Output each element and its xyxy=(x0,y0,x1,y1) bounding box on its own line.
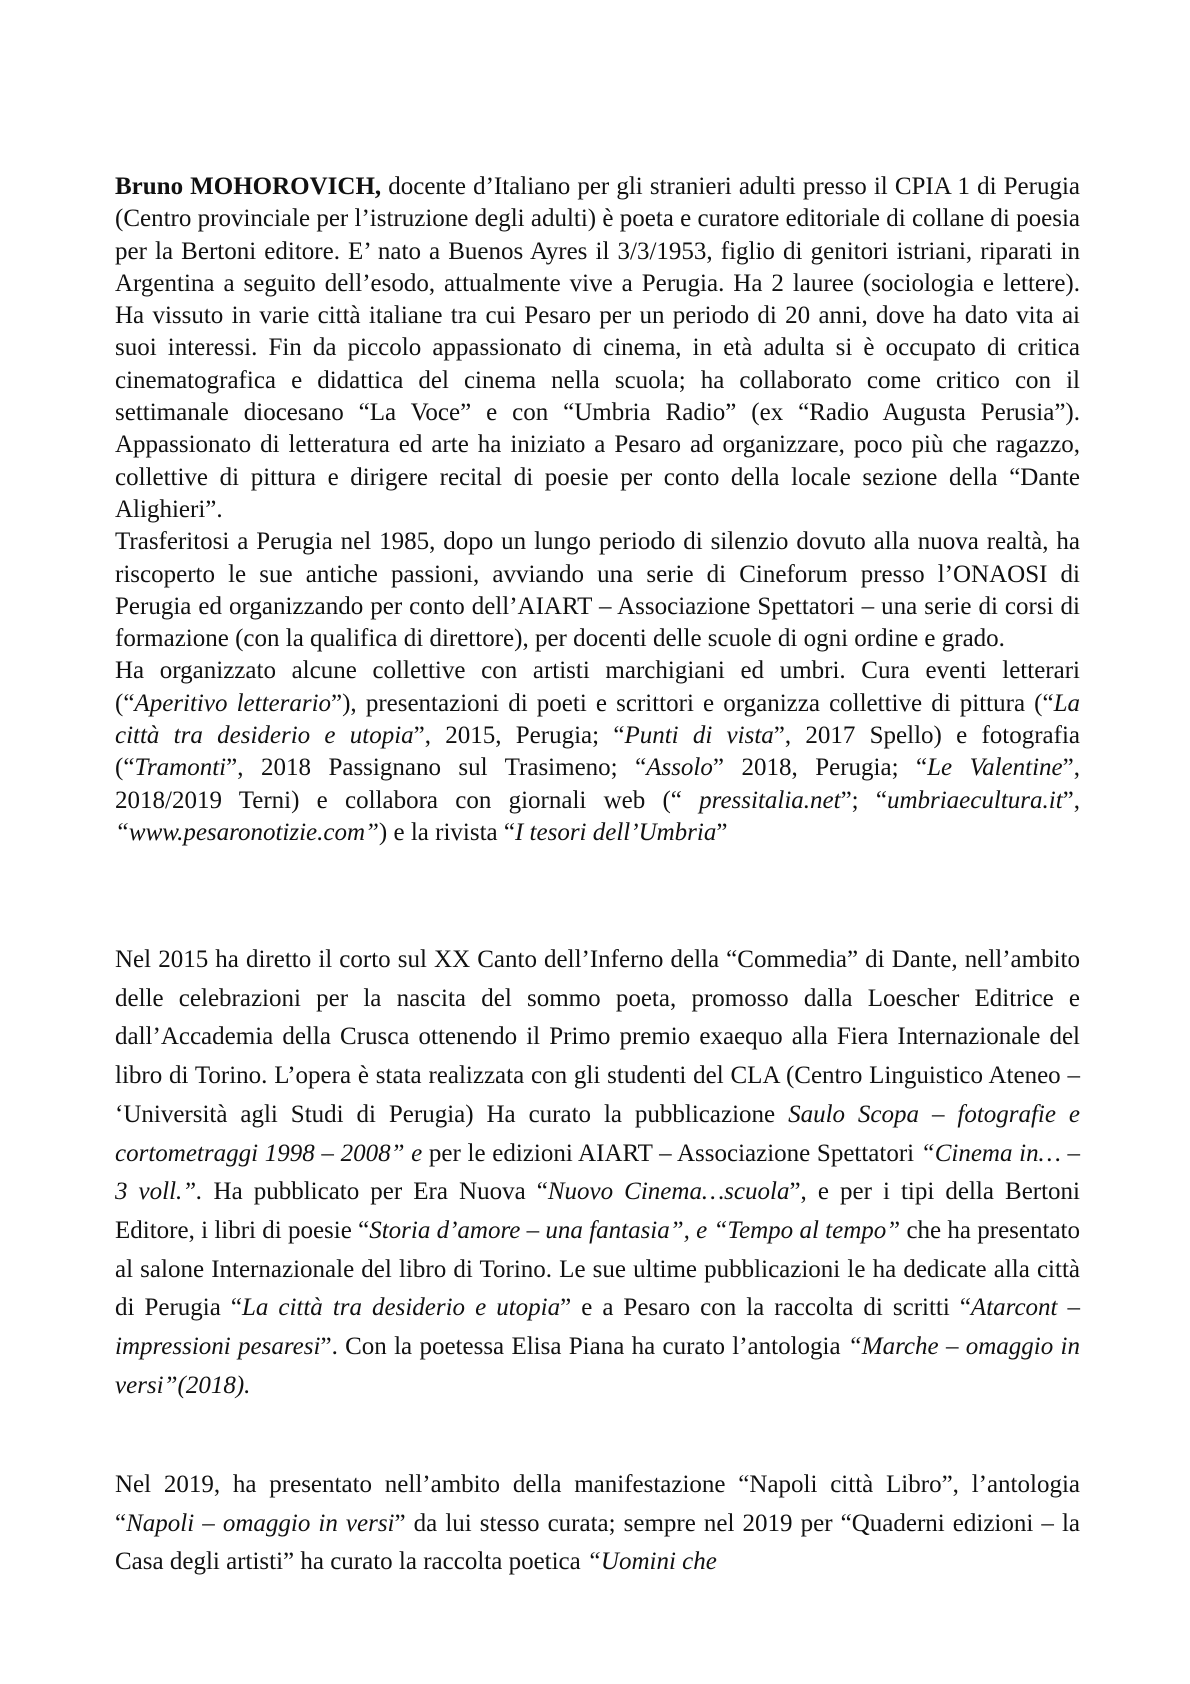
text-run: che ha presentato al salone Internazionale del libro di Torino. Le sue ultime pubblicazioni le ha dedicate alla città di Perugia “ xyxy=(115,1216,1080,1322)
italic-title: Tramonti xyxy=(134,754,227,782)
text-run: ” e a Pesaro con la raccolta di scritti “ xyxy=(560,1294,971,1322)
text-run: ”), presentazioni di poeti e scrittori e organizza collettive di pittura (“ xyxy=(331,689,1054,717)
italic-title: La città tra desiderio e utopia xyxy=(241,1294,561,1322)
text-run: ” da lui stesso curata; sempre nel 2019 per “Quaderni edizioni – la Casa degli artisti” ha curato la raccolta poetica xyxy=(115,1509,1080,1576)
text-run: ”. Con la poetessa Elisa Piana ha curato l’antologia xyxy=(320,1333,848,1361)
bio-paragraph-intro xyxy=(115,171,1080,526)
text-run: Ha organizzato alcune collettive con artisti marchigiani ed umbri. Cura eventi letterari (“ xyxy=(115,657,1080,717)
text-run: ”, 2018/2019 Terni) e collabora con giornali web (“ xyxy=(115,754,1080,814)
italic-title: “Cinema in… – 3 voll.”. xyxy=(115,1139,1080,1206)
italic-title: Nuovo Cinema…scuola xyxy=(547,1178,790,1206)
bio-section-2 xyxy=(115,941,1080,1405)
italic-website: “www.pesaronotizie.com” xyxy=(115,818,379,846)
bio-section-1 xyxy=(115,171,1080,849)
bio-paragraph-publications xyxy=(115,941,1080,1405)
author-name: Bruno MOHOROVICH, xyxy=(115,173,382,200)
bio-section-3 xyxy=(115,1466,1080,1582)
italic-title: “Uomini che xyxy=(587,1548,717,1576)
italic-title: Storia d’amore – una fantasia”, e “Tempo al tempo” xyxy=(369,1216,901,1244)
text-run: ”, 2015, Perugia; “ xyxy=(413,722,625,750)
bio-paragraph-events xyxy=(115,655,1080,849)
text-run: per le edizioni AIART – Associazione Spettatori xyxy=(422,1139,921,1167)
text-run: ” 2018, Perugia; “ xyxy=(712,754,928,782)
text-run: Ha pubblicato per Era Nuova “ xyxy=(202,1178,548,1206)
italic-title: La città tra desiderio e utopia xyxy=(115,689,1080,750)
italic-title: Atarcont – impressioni pesaresi xyxy=(115,1294,1081,1361)
italic-title: I tesori dell’Umbria xyxy=(514,818,717,846)
text-run: ”, 2018 Passignano sul Trasimeno; “ xyxy=(226,754,647,782)
italic-title: Punti di vista xyxy=(624,722,774,750)
text-run: Nel 2015 ha diretto il corto sul XX Canto dell’Inferno della “Commedia” di Dante, nell’ambito delle celebrazioni per la nascita del sommo poeta, promosso dalla Loescher Editrice e dall’Accademia della Crusca ottenendo il Primo premio exaequo alla Fiera Internazionale del libro di Torino. L’opera è stata realizzata con gli studenti del CLA (Centro Linguistico Ateneo – ‘Università agli Studi di Perugia) Ha curato la pubblicazione xyxy=(115,946,1080,1128)
text-run: Nel 2019, ha presentato nell’ambito della manifestazione “Napoli città Libro”, l’antologia “ xyxy=(115,1471,1080,1537)
bio-paragraph-perugia: Trasferitosi a Perugia nel 1985, dopo un lungo periodo di silenzio dovuto alla nuova realtà, ha riscoperto le sue antiche passioni, avviando una serie di Cineforum presso l’ONAOSI di Perugia ed organizzando per conto dell’AIART – Associazione Spettatori – una serie di corsi di formazione (con la qualifica di direttore), per docenti delle scuole di ogni ordine e grado. xyxy=(115,528,1080,653)
italic-title: Le Valentine xyxy=(927,754,1063,782)
text-run: ) e la rivista “ xyxy=(378,818,515,846)
text-run: ”, 2017 Spello) e fotografia (“ xyxy=(115,722,1081,782)
italic-website: umbriaecultura.it xyxy=(886,786,1063,814)
italic-website: pressitalia.net xyxy=(699,786,841,814)
text-run: ”, e per i tipi della Bertoni Editore, i libri di poesie “ xyxy=(115,1178,1081,1244)
italic-title: Saulo Scopa – fotografie e cortometraggi 1998 – 2008” e xyxy=(115,1100,1080,1167)
italic-title: Napoli – omaggio in versi xyxy=(126,1509,395,1537)
text-run: ”, xyxy=(1062,786,1080,814)
italic-title: “Marche – omaggio in versi”(2018). xyxy=(115,1333,1081,1399)
text-run: ” xyxy=(716,818,728,846)
text-run: ”; “ xyxy=(840,786,887,814)
bio-paragraph-2019 xyxy=(115,1466,1080,1582)
italic-title: Assolo xyxy=(646,754,713,782)
text-run: docente d’Italiano per gli stranieri adulti presso il CPIA 1 di Perugia (Centro provinciale per l’istruzione degli adulti) è poeta e curatore editoriale di collane di poesia per la Bertoni editore. E’ nato a Buenos Ayres il 3/3/1953, figlio di genitori istriani, riparati in Argentina a seguito dell’esodo, attualmente vive a Perugia. Ha 2 lauree (sociologia e lettere). Ha vissuto in varie città italiane tra cui Pesaro per un periodo di 20 anni, dove ha dato vita ai suoi interessi. Fin da piccolo appassionato di cinema, in età adulta si è occupato di critica cinematografica e didattica del cinema nella scuola; ha collaborato come critico con il settimanale diocesano “La Voce” e con “Umbria Radio” (ex “Radio Augusta Perusia”). Appassionato di letteratura ed arte ha iniziato a Pesaro ad organizzare, poco più che ragazzo, collettive di pittura e dirigere recital di poesie per conto della locale sezione della “Dante Alighieri”. xyxy=(115,173,1080,523)
italic-title: Aperitivo letterario xyxy=(134,689,332,717)
